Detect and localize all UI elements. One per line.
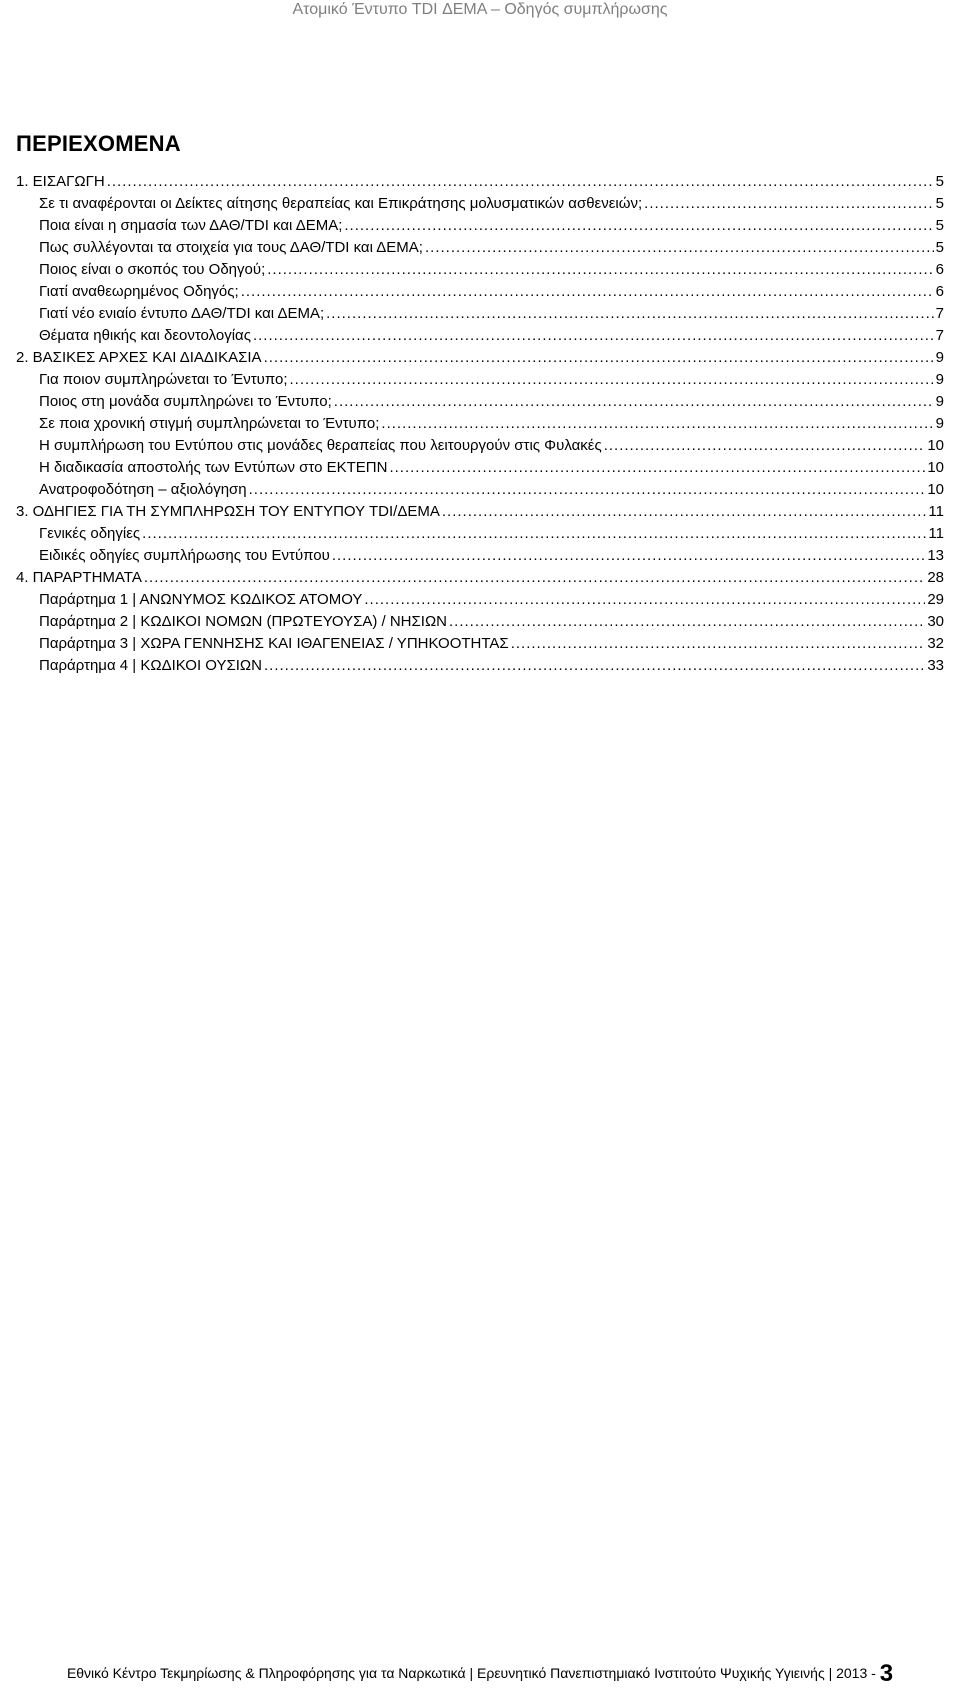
toc-entry[interactable]	[16, 215, 944, 237]
dot-leader	[334, 391, 934, 413]
toc-entry-page-number: 28	[927, 569, 944, 586]
toc-entry-label: Ειδικές οδηγίες συμπλήρωσης του Εντύπου	[39, 547, 330, 564]
toc-entry-page-number: 6	[935, 261, 944, 278]
dot-leader	[264, 347, 934, 369]
toc-entry-page-number: 10	[927, 437, 944, 454]
toc-entry-page-number: 5	[935, 217, 944, 234]
toc-entry-label: Σε ποια χρονική στιγμή συμπληρώνεται το Έντυπο;	[39, 415, 380, 432]
toc-title: ΠΕΡΙΕΧΟΜΕΝΑ	[16, 131, 181, 156]
toc-entry[interactable]	[16, 193, 944, 215]
toc-entry-page-number: 7	[935, 305, 944, 322]
toc-entry[interactable]	[16, 435, 944, 457]
toc-entry[interactable]	[16, 633, 944, 655]
dot-leader	[326, 303, 934, 325]
toc-entry-page-number: 9	[935, 415, 944, 432]
running-header: Ατομικό Έντυπο TDI ΔΕΜΑ – Οδηγός συμπλήρωσης	[292, 1, 668, 18]
toc-entry-label: Παράρτημα 4 | ΚΩΔΙΚΟΙ ΟΥΣΙΩΝ	[39, 657, 262, 674]
dot-leader	[425, 237, 934, 259]
toc-entry-label: Γιατί νέο ενιαίο έντυπο ΔΑΘ/TDI και ΔΕΜΑ;	[39, 305, 325, 322]
toc-entry-label: 2. ΒΑΣΙΚΕΣ ΑΡΧΕΣ ΚΑΙ ΔΙΑΔΙΚΑΣΙΑ	[16, 349, 262, 366]
dot-leader	[107, 171, 934, 193]
dot-leader	[267, 259, 933, 281]
table-of-contents	[16, 171, 944, 677]
toc-entry[interactable]	[16, 523, 944, 545]
toc-entry[interactable]	[16, 259, 944, 281]
toc-entry-label: Σε τι αναφέρονται οι Δείκτες αίτησης θεραπείας και Επικράτησης μολυσματικών ασθενειών;	[39, 195, 643, 212]
toc-entry[interactable]	[16, 391, 944, 413]
toc-entry-page-number: 5	[935, 195, 944, 212]
toc-entry-label: 3. ΟΔΗΓΙΕΣ ΓΙΑ ΤΗ ΣΥΜΠΛΗΡΩΣΗ ΤΟΥ ΕΝΤΥΠΟΥ TDI/ΔΕΜΑ	[16, 503, 440, 520]
toc-entry-page-number: 33	[927, 657, 944, 674]
toc-entry-page-number: 32	[927, 635, 944, 652]
dot-leader	[249, 479, 926, 501]
dot-leader	[511, 633, 926, 655]
toc-entry-label: Ποιος είναι ο σκοπός του Οδηγού;	[39, 261, 266, 278]
toc-entry[interactable]	[16, 479, 944, 501]
footer-text: Εθνικό Κέντρο Τεκμηρίωσης & Πληροφόρησης για τα Ναρκωτικά | Ερευνητικό Πανεπιστημιακό Ινστιτούτο Ψυχικής Υγιεινής | 2013 -	[66, 1665, 876, 1681]
toc-entry-page-number: 5	[935, 173, 944, 190]
toc-entry-label: Ποια είναι η σημασία των ΔΑΘ/TDI και ΔΕΜΑ;	[39, 217, 343, 234]
toc-entry-page-number: 10	[927, 459, 944, 476]
dot-leader	[364, 589, 925, 611]
toc-entry-page-number: 10	[927, 481, 944, 498]
toc-entry-page-number: 9	[935, 393, 944, 410]
toc-entry-page-number: 11	[928, 503, 944, 520]
toc-entry[interactable]	[16, 171, 944, 193]
toc-entry-page-number: 7	[935, 327, 944, 344]
toc-entry-label: Παράρτημα 3 | ΧΩΡΑ ΓΕΝΝΗΣΗΣ ΚΑΙ ΙΘΑΓΕΝΕΙΑΣ / ΥΠΗΚΟΟΤΗΤΑΣ	[39, 635, 509, 652]
toc-entry-page-number: 30	[927, 613, 944, 630]
dot-leader	[604, 435, 926, 457]
dot-leader	[344, 215, 933, 237]
page-number: 3	[879, 1660, 894, 1687]
toc-entry-label: Παράρτημα 1 | ΑΝΩΝΥΜΟΣ ΚΩΔΙΚΟΣ ΑΤΟΜΟΥ	[39, 591, 363, 608]
dot-leader	[289, 369, 933, 391]
toc-entry-label: Γιατί αναθεωρημένος Οδηγός;	[39, 283, 239, 300]
toc-entry[interactable]	[16, 545, 944, 567]
toc-entry-label: Ανατροφοδότηση – αξιολόγηση	[39, 481, 247, 498]
toc-entry-label: Για ποιον συμπληρώνεται το Έντυπο;	[39, 371, 288, 388]
toc-entry[interactable]	[16, 611, 944, 633]
toc-entry[interactable]	[16, 369, 944, 391]
toc-entry-label: Η συμπλήρωση του Εντύπου στις μονάδες θεραπείας που λειτουργούν στις Φυλακές	[39, 437, 602, 454]
toc-entry-label: 4. ΠΑΡΑΡΤΗΜΑΤΑ	[16, 569, 142, 586]
toc-entry[interactable]	[16, 501, 944, 523]
toc-entry[interactable]	[16, 655, 944, 677]
toc-entry-page-number: 6	[935, 283, 944, 300]
dot-leader	[381, 413, 933, 435]
toc-entry[interactable]	[16, 281, 944, 303]
dot-leader	[332, 545, 925, 567]
toc-entry[interactable]	[16, 347, 944, 369]
toc-entry[interactable]	[16, 413, 944, 435]
dot-leader	[442, 501, 927, 523]
toc-entry-label: Ποιος στη μονάδα συμπληρώνει το Έντυπο;	[39, 393, 332, 410]
toc-entry-label: Παράρτημα 2 | ΚΩΔΙΚΟΙ ΝΟΜΩΝ (ΠΡΩΤΕΥΟΥΣΑ) / ΝΗΣΙΩΝ	[39, 613, 448, 630]
toc-entry-page-number: 5	[935, 239, 944, 256]
dot-leader	[253, 325, 934, 347]
dot-leader	[241, 281, 934, 303]
dot-leader	[144, 567, 925, 589]
dot-leader	[264, 655, 925, 677]
toc-entry[interactable]	[16, 325, 944, 347]
toc-entry[interactable]	[16, 589, 944, 611]
toc-entry[interactable]	[16, 303, 944, 325]
dot-leader	[142, 523, 926, 545]
dot-leader	[449, 611, 925, 633]
toc-entry-page-number: 9	[935, 349, 944, 366]
dot-leader	[389, 457, 925, 479]
toc-entry-label: Πως συλλέγονται τα στοιχεία για τους ΔΑΘ/TDI και ΔΕΜΑ;	[39, 239, 423, 256]
toc-entry[interactable]	[16, 567, 944, 589]
running-footer	[0, 1662, 960, 1685]
toc-entry-label: Γενικές οδηγίες	[39, 525, 141, 542]
toc-entry[interactable]	[16, 457, 944, 479]
toc-entry-page-number: 13	[927, 547, 944, 564]
toc-entry[interactable]	[16, 237, 944, 259]
toc-entry-page-number: 11	[928, 525, 944, 542]
toc-entry-page-number: 9	[935, 371, 944, 388]
toc-entry-page-number: 29	[927, 591, 944, 608]
toc-entry-label: Θέματα ηθικής και δεοντολογίας	[39, 327, 251, 344]
dot-leader	[644, 193, 934, 215]
toc-entry-label: Η διαδικασία αποστολής των Εντύπων στο ΕΚΤΕΠΝ	[39, 459, 388, 476]
toc-entry-label: 1. ΕΙΣΑΓΩΓΗ	[16, 173, 105, 190]
